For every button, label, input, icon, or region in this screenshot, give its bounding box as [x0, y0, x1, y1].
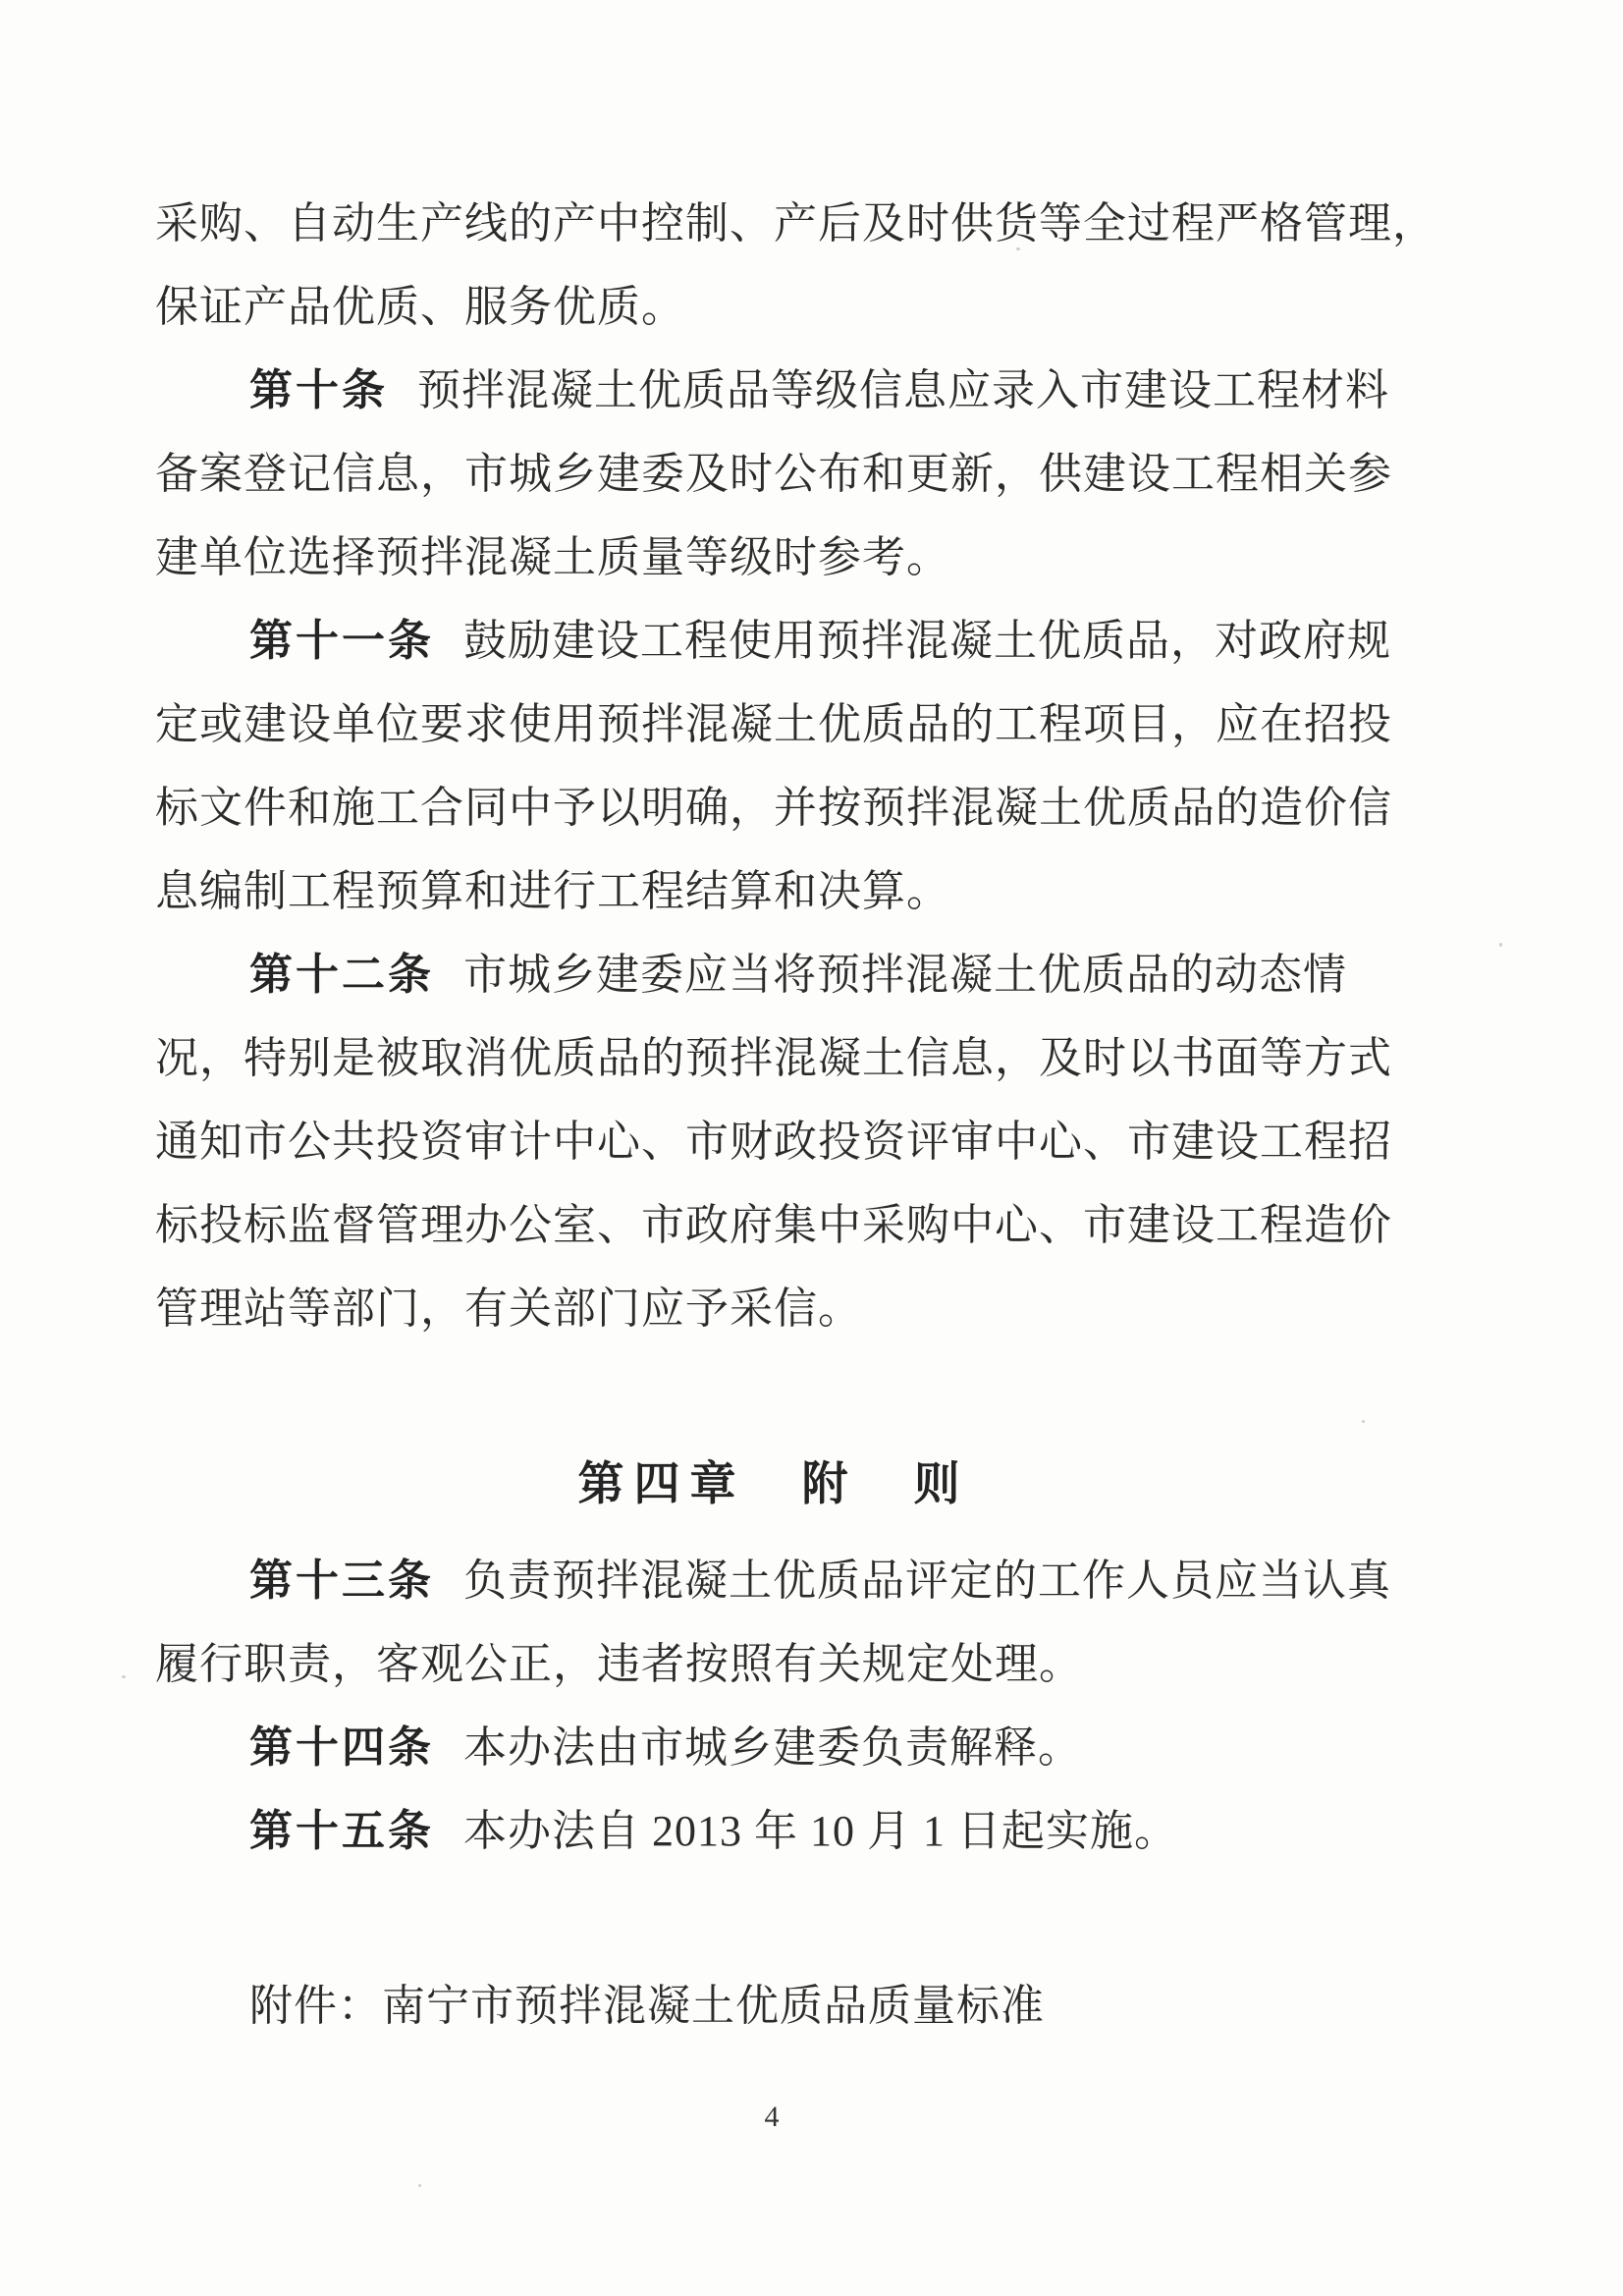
article-line: 第十四条 本办法由市城乡建委负责解释。 [249, 1723, 1082, 1772]
text-line: 标文件和施工合同中予以明确，并按预拌混凝土优质品的造价信 [155, 784, 1392, 832]
text-line: 履行职责，客观公正，违者按照有关规定处理。 [155, 1640, 1083, 1688]
text-line: 管理站等部门，有关部门应予采信。 [155, 1285, 862, 1333]
text-line: 建单位选择预拌混凝土质量等级时参考。 [155, 533, 950, 581]
document-lines [155, 182, 1436, 2048]
article-line: 第十三条 负责预拌混凝土优质品评定的工作人员应当认真 [249, 1557, 1391, 1605]
article-line: 第十一条 鼓励建设工程使用预拌混凝土优质品，对政府规 [249, 617, 1391, 665]
attachment-line: 附件：南宁市预拌混凝土优质品质量标准 [249, 1982, 1045, 2030]
article-number: 第十五条 [249, 1807, 434, 1855]
text-line: 定或建设单位要求使用预拌混凝土优质品的工程项目，应在招投 [155, 700, 1392, 748]
text-line: 标投标监督管理办公室、市政府集中采购中心、市建设工程造价 [155, 1201, 1392, 1249]
text-line: 况，特别是被取消优质品的预拌混凝土信息，及时以书面等方式 [155, 1034, 1392, 1082]
text-line: 息编制工程预算和进行工程结算和决算。 [155, 867, 950, 915]
scan-artifact [122, 1675, 126, 1678]
chapter-heading: 第四章 附 则 [577, 1459, 970, 1510]
text-line: 保证产品优质、服务优质。 [155, 283, 685, 331]
scan-artifact [1016, 247, 1020, 250]
article-line: 第十二条 市城乡建委应当将预拌混凝土优质品的动态情 [249, 951, 1347, 999]
page-number: 4 [764, 2101, 780, 2133]
article-line: 第十五条 本办法自 2013 年 10 月 1 日起实施。 [249, 1807, 1178, 1855]
scan-artifact [1362, 1420, 1365, 1423]
article-number: 第十一条 [249, 617, 434, 665]
article-number: 第十四条 [249, 1723, 434, 1772]
article-number: 第十二条 [249, 951, 434, 999]
article-line: 第十条 预拌混凝土优质品等级信息应录入市建设工程材料 [249, 366, 1389, 414]
article-number: 第十条 [249, 366, 388, 414]
text-line: 备案登记信息，市城乡建委及时公布和更新，供建设工程相关参 [155, 450, 1392, 498]
scan-artifact [418, 2184, 421, 2187]
scan-artifact [1499, 943, 1502, 947]
article-number: 第十三条 [249, 1557, 434, 1605]
text-line: 通知市公共投资审计中心、市财政投资评审中心、市建设工程招 [155, 1118, 1392, 1166]
text-line: 采购、自动生产线的产中控制、产后及时供货等全过程严格管理， [155, 199, 1436, 247]
